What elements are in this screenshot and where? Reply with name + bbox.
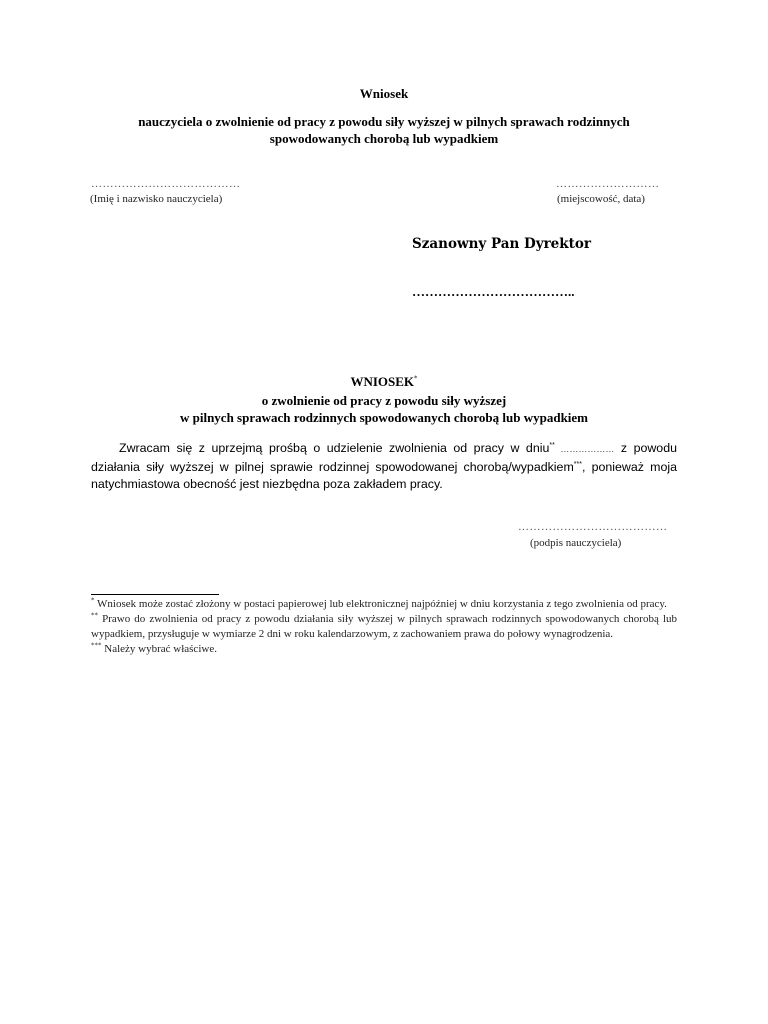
document-heading: Wniosek	[359, 86, 409, 101]
document-subheading	[0, 113, 768, 147]
footnotes	[91, 597, 677, 657]
signature-caption: (podpis nauczyciela)	[530, 537, 622, 549]
footnote-separator	[91, 594, 219, 595]
teacher-name-caption: (Imię i nazwisko nauczyciela)	[90, 193, 223, 205]
footnote-2: ** Prawo do zwolnienia od pracy z powodu działania siły wyższej w pilnych sprawach rodzinnych spowodowanych chorobą lub wypadkiem, przysługuje w wymiarze 2 dni w roku kalendarzowym, z zachowaniem prawa do połowy wynagrodzenia.	[91, 611, 677, 640]
request-subtitle-line-2: w pilnych sprawach rodzinnych spowodowanych chorobą lub wypadkiem	[179, 410, 589, 425]
signature-field: …………………………………	[518, 521, 668, 533]
salutation: Szanowny Pan Dyrektor	[412, 236, 591, 252]
request-body: Zwracam się z uprzejmą prośbą o udzielenie zwolnienia od pracy w dniu** ……………… z powodu działania siły wyższej w pilnej sprawie rodzinnej spowodowanej chorobą/wypadkiem***, ponieważ moja natychmiastowa obecność jest niezbędna poza zakładem pracy.	[91, 441, 677, 491]
director-name-field: ………………………………..	[412, 284, 575, 299]
place-date-field: ………………………	[556, 178, 660, 190]
footnote-1: * Wniosek może zostać złożony w postaci papierowej lub elektronicznej najpóźniej w dniu korzystania z tego zwolnienia od pracy.	[91, 596, 667, 610]
subheading-line-2: spowodowanych chorobą lub wypadkiem	[269, 131, 499, 146]
request-subtitle-line-1: o zwolnienie od pracy z powodu siły wyższej	[261, 393, 507, 408]
teacher-name-field: …………………………………	[91, 178, 241, 190]
request-title: WNIOSEK*	[350, 374, 418, 389]
footnote-3: *** Należy wybrać właściwe.	[91, 641, 217, 655]
subheading-line-1: nauczyciela o zwolnienie od pracy z powodu siły wyższej w pilnych sprawach rodzinnych	[138, 114, 630, 129]
request-subtitle	[0, 392, 768, 426]
place-date-caption: (miejscowość, data)	[557, 193, 645, 205]
